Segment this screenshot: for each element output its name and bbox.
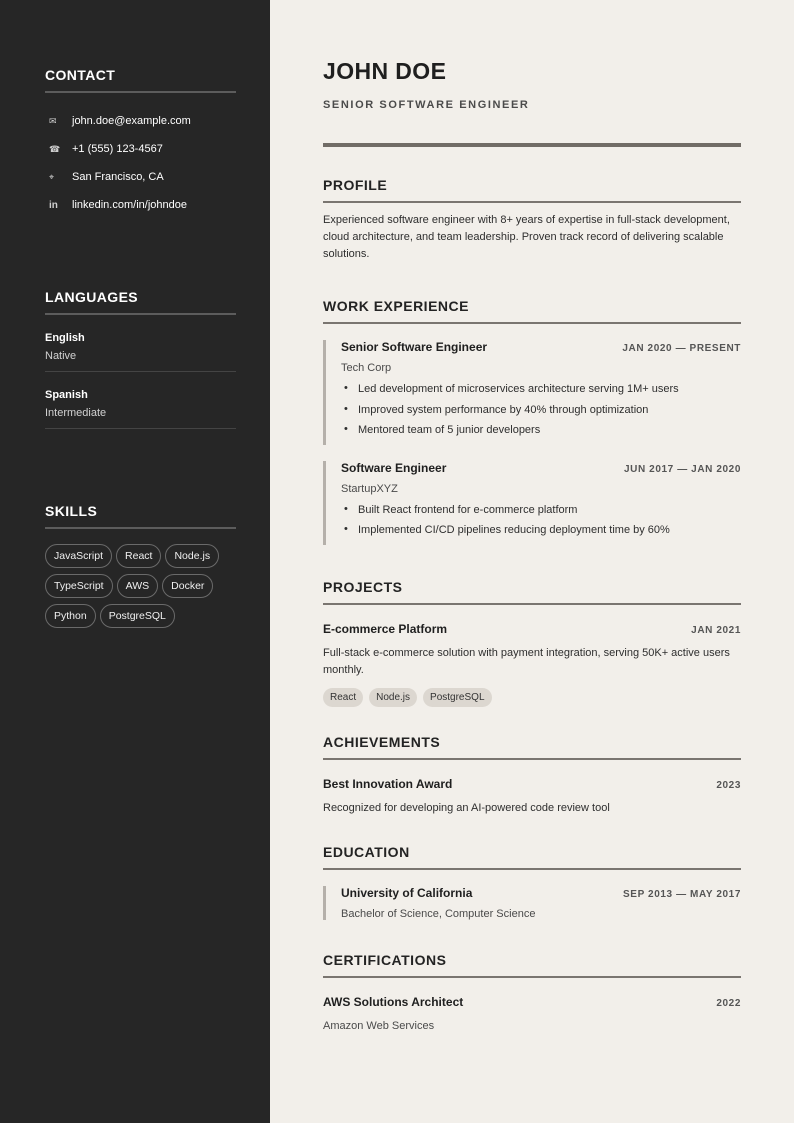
education-dates: SEP 2013 — MAY 2017 — [623, 889, 741, 900]
person-name: JOHN DOE — [323, 58, 447, 84]
skill-tag: JavaScript — [45, 544, 112, 568]
job-title: Senior Software Engineer — [341, 340, 488, 354]
achievement-description: Recognized for developing an AI-powered code review tool — [323, 802, 610, 814]
contact-phone — [45, 135, 236, 163]
skills-heading: SKILLS — [45, 503, 236, 529]
certification-issuer: Amazon Web Services — [323, 1020, 435, 1032]
certification-header — [323, 995, 741, 1009]
phone-text[interactable]: +1 (555) 123-4567 — [72, 143, 163, 155]
contact-section — [45, 67, 236, 219]
bullet-item: • Built React frontend for e-commerce platform — [344, 504, 741, 525]
contact-location — [45, 163, 236, 191]
job-bullets — [341, 504, 741, 545]
skills-section — [45, 503, 236, 634]
experience-heading: WORK EXPERIENCE — [323, 298, 741, 324]
profile-section — [323, 177, 741, 263]
linkedin-text[interactable]: linkedin.com/in/johndoe — [72, 199, 187, 211]
sidebar — [0, 0, 270, 1123]
job-role: SENIOR SOFTWARE ENGINEER — [323, 99, 530, 111]
achievement-date: 2023 — [716, 780, 741, 791]
location-text: San Francisco, CA — [72, 171, 164, 183]
envelope-icon: ✉ — [49, 115, 57, 126]
achievement-header — [323, 777, 741, 791]
achievements-heading: ACHIEVEMENTS — [323, 734, 741, 760]
job-company: StartupXYZ — [341, 482, 398, 495]
certification-date: 2022 — [716, 998, 741, 1009]
language-name: Spanish — [45, 389, 88, 401]
contact-list — [45, 107, 236, 219]
language-level: Intermediate — [45, 407, 107, 419]
skill-tag: PostgreSQL — [100, 604, 175, 628]
language-item — [45, 315, 236, 372]
skills-list — [45, 544, 245, 634]
job-header — [341, 340, 741, 354]
project-header — [323, 622, 741, 636]
tech-tag: PostgreSQL — [423, 688, 491, 707]
job-dates: JAN 2020 — PRESENT — [622, 343, 741, 354]
skill-tag: Python — [45, 604, 96, 628]
bullet-item: • Improved system performance by 40% through optimization — [344, 404, 741, 425]
projects-section — [323, 579, 741, 707]
linkedin-icon: in — [49, 199, 58, 211]
education-entry — [323, 886, 741, 920]
languages-heading: LANGUAGES — [45, 289, 236, 315]
project-date: JAN 2021 — [691, 625, 741, 636]
job-dates: JUN 2017 — JAN 2020 — [623, 463, 741, 475]
degree-text: Bachelor of Science, Computer Science — [341, 908, 536, 920]
phone-icon: ☎ — [49, 143, 61, 154]
skill-tag: Docker — [162, 574, 213, 598]
language-level: Native — [45, 350, 77, 362]
job-entry — [323, 461, 741, 545]
project-description: Full-stack e-commerce solution with payment integration, serving 50K+ active users monthly. — [323, 647, 730, 676]
email-text[interactable]: john.doe@example.com — [72, 115, 191, 127]
skill-tag: React — [116, 544, 161, 568]
languages-section — [45, 289, 236, 429]
profile-text: Experienced software engineer with 8+ years of expertise in full-stack development, cloud architecture, and team leadership. Proven track record of delivering scalable solutions. — [323, 214, 730, 260]
contact-heading: CONTACT — [45, 67, 236, 93]
job-company: Tech Corp — [341, 362, 392, 374]
tech-tag: React — [323, 688, 363, 707]
bullet-item: • Led development of microservices architecture serving 1M+ users — [344, 383, 741, 404]
contact-email — [45, 107, 236, 135]
education-heading: EDUCATION — [323, 844, 741, 870]
contact-linkedin — [45, 191, 236, 219]
job-entry — [323, 340, 741, 445]
language-name: English — [45, 332, 85, 344]
project-title: E-commerce Platform — [323, 622, 448, 636]
header-divider — [323, 143, 741, 147]
project-tags — [323, 688, 741, 707]
school-name: University of California — [341, 886, 473, 900]
projects-heading: PROJECTS — [323, 579, 741, 605]
achievement-title: Best Innovation Award — [323, 777, 453, 791]
bullet-item: • Implemented CI/CD pipelines reducing deployment time by 60% — [344, 524, 741, 545]
language-item — [45, 372, 236, 429]
education-section — [323, 844, 741, 920]
location-icon: ⌖ — [49, 171, 55, 182]
job-bullets — [341, 383, 741, 445]
skill-tag: AWS — [117, 574, 159, 598]
skill-tag: Node.js — [165, 544, 219, 568]
experience-section — [323, 298, 741, 545]
certification-title: AWS Solutions Architect — [323, 995, 464, 1009]
bullet-item: • Mentored team of 5 junior developers — [344, 424, 741, 445]
certifications-section — [323, 952, 741, 1035]
achievements-section — [323, 734, 741, 817]
profile-heading: PROFILE — [323, 177, 741, 203]
job-header — [341, 461, 741, 475]
tech-tag: Node.js — [369, 688, 417, 707]
certifications-heading: CERTIFICATIONS — [323, 952, 741, 978]
skill-tag: TypeScript — [45, 574, 113, 598]
job-title: Software Engineer — [341, 460, 447, 475]
education-header — [341, 886, 741, 900]
